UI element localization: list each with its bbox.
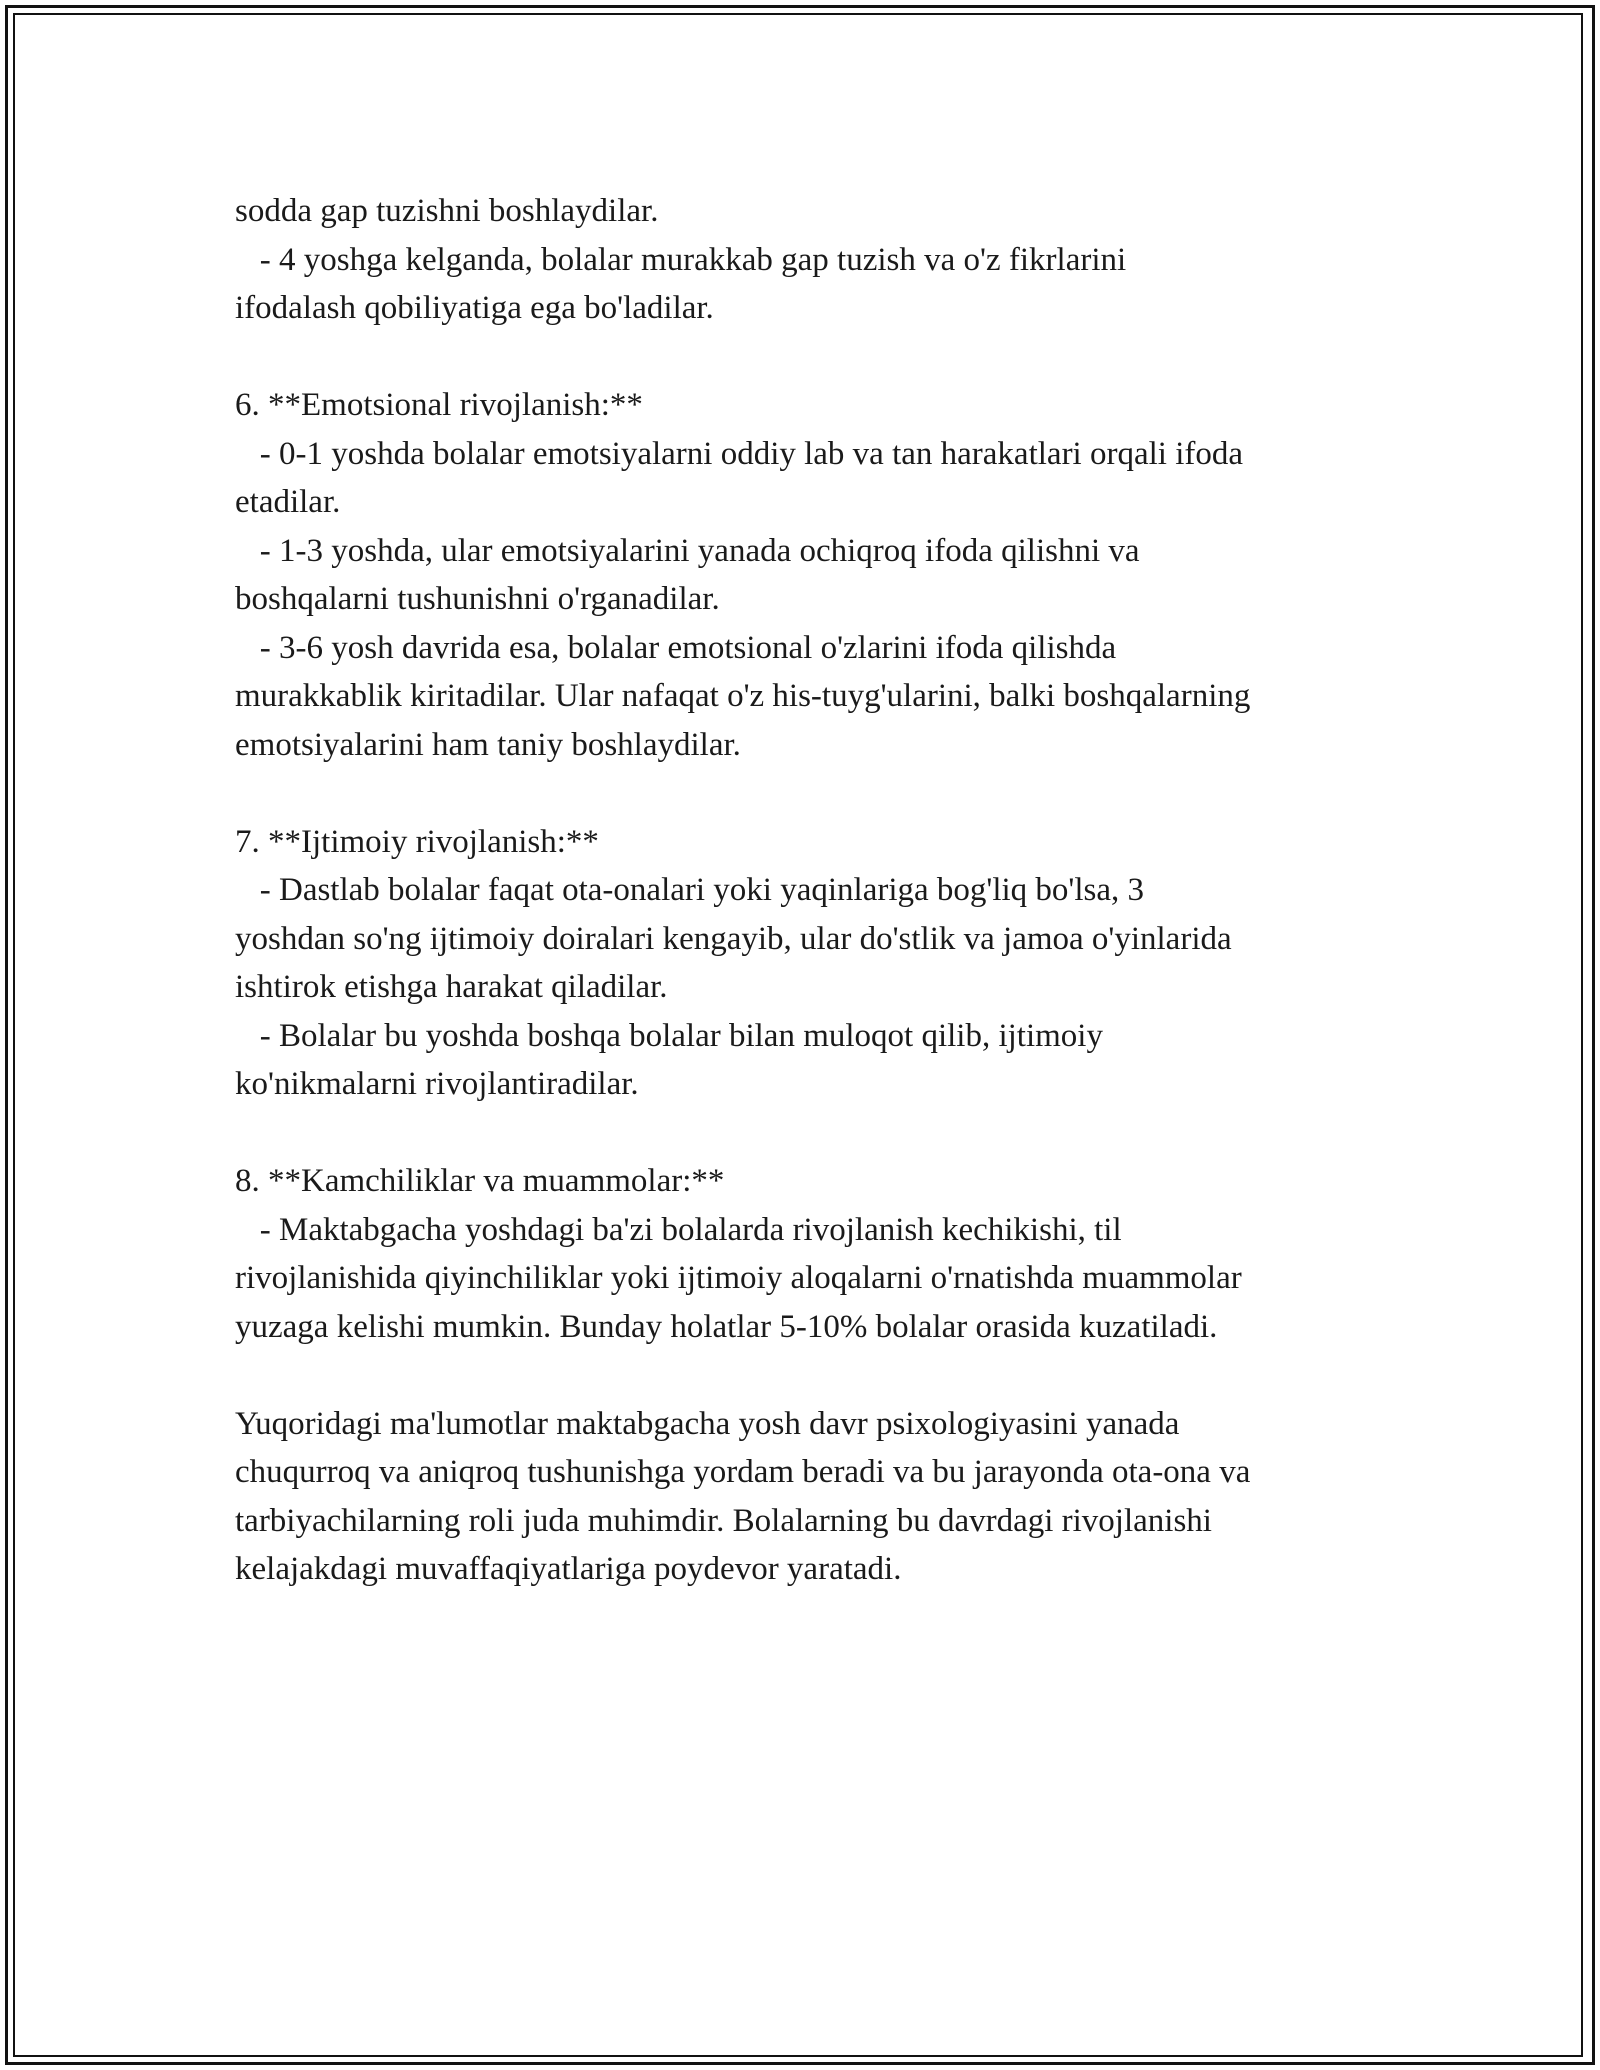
list-item-line: - Maktabgacha yoshdagi ba'zi bolalarda rivojlanish kechikishi, til xyxy=(235,1211,1122,1248)
document-body xyxy=(235,187,1385,1594)
text-line: emotsiyalarini ham taniy boshlaydilar. xyxy=(235,726,741,763)
list-item-line: - Dastlab bolalar faqat ota-onalari yoki yaqinlariga bog'liq bo'lsa, 3 xyxy=(235,872,1145,908)
conclusion-line: Yuqoridagi ma'lumotlar maktabgacha yosh davr psixologiyasini yanada xyxy=(235,1405,1180,1442)
conclusion-line: chuqurroq va aniqroq tushunishga yordam beradi va bu jarayonda ota-ona va xyxy=(235,1454,1251,1490)
text-line: ishtirok etishga harakat qiladilar. xyxy=(235,969,668,1005)
text-line: murakkablik kiritadilar. Ular nafaqat o'z his-tuyg'ularini, balki boshqalarning xyxy=(235,678,1251,714)
list-item-line: - 3-6 yosh davrida esa, bolalar emotsional o'zlarini ifoda qilishda xyxy=(235,629,1117,666)
list-item-line: - 0-1 yoshda bolalar emotsiyalarni oddiy lab va tan harakatlari orqali ifoda xyxy=(235,435,1243,472)
text-line: boshqalarni tushunishni o'rganadilar. xyxy=(235,581,720,617)
section-heading: 8. **Kamchiliklar va muammolar:** xyxy=(235,1163,725,1199)
paragraph-gap xyxy=(235,769,1385,818)
paragraph-gap xyxy=(235,1109,1385,1158)
text-line: etadilar. xyxy=(235,484,341,520)
conclusion-line: kelajakdagi muvaffaqiyatlariga poydevor yaratadi. xyxy=(235,1551,902,1587)
paragraph-gap xyxy=(235,1351,1385,1400)
conclusion-line: tarbiyachilarning roli juda muhimdir. Bolalarning bu davrdagi rivojlanishi xyxy=(235,1502,1212,1539)
text-line: ko'nikmalarni rivojlantiradilar. xyxy=(235,1066,639,1102)
list-item-line: - Bolalar bu yoshda boshqa bolalar bilan muloqot qilib, ijtimoiy xyxy=(235,1017,1103,1054)
list-item-line: - 4 yoshga kelganda, bolalar murakkab gap tuzish va o'z fikrlarini xyxy=(235,241,1127,278)
text-line: rivojlanishida qiyinchiliklar yoki ijtimoiy aloqalarni o'rnatishda muammolar xyxy=(235,1260,1242,1296)
text-line: ifodalash qobiliyatiga ega bo'ladilar. xyxy=(235,290,714,326)
list-item-line: - 1-3 yoshda, ular emotsiyalarini yanada ochiqroq ifoda qilishni va xyxy=(235,532,1140,569)
text-line: yuzaga kelishi mumkin. Bunday holatlar 5-10% bolalar orasida kuzatiladi. xyxy=(235,1308,1218,1345)
section-heading: 7. **Ijtimoiy rivojlanish:** xyxy=(235,823,599,860)
section-heading: 6. **Emotsional rivojlanish:** xyxy=(235,387,643,423)
paragraph-gap xyxy=(235,333,1385,382)
text-line: sodda gap tuzishni boshlaydilar. xyxy=(235,193,659,229)
text-line: yoshdan so'ng ijtimoiy doiralari kengayib, ular do'stlik va jamoa o'yinlarida xyxy=(235,920,1232,957)
